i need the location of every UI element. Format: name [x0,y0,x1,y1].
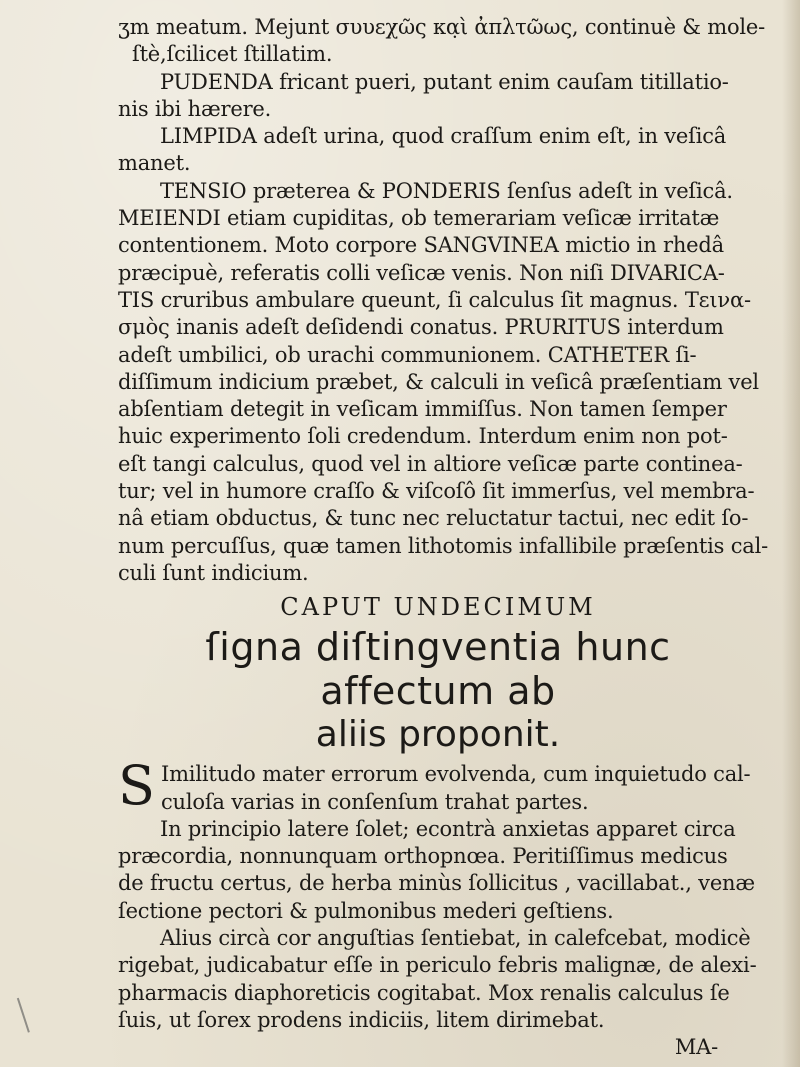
catchword: MA- [674,1035,718,1060]
page-edge-shadow [782,0,800,1067]
chapter-title-line-1: ſigna diſtingventia hunc affectum ab [205,625,671,714]
text-line-17: eſt tangi calculus, quod vel in altiore veſicæ parte continea- [118,451,743,476]
text-line-10: præcipuè, referatis colli veſicæ venis. Non niſi DIVARICA- [118,260,725,285]
chapter-line-7: Alius circà cor anguſtias ſentiebat, in calefcebat, modicè [160,926,751,951]
text-line-18: tur; vel in humore craſſo & viſcoſô ſit immerſus, vel membra- [118,479,755,504]
chapter-line-8: rigebat, judicabatur eſſe in periculo febris malignæ, de alexi- [118,953,757,978]
chapter-line-10: ſuis, ut ſorex prodens indiciis, litem dirimebat. [118,1007,605,1032]
chapter-line-3: In principio latere ſolet; econtrà anxietas apparet circa [160,816,736,841]
text-line-3: PUDENDA fricant pueri, putant enim cauſam titillatio- [160,69,729,94]
chapter-paragraph-1 [118,754,758,818]
text-line-12: σμὸς inanis adeſt deſidendi conatus. PRURITUS interdum [118,315,724,340]
text-line-5: LIMPIDA adeſt urina, quod craſſum enim eſt, in veſicâ [160,124,727,149]
text-line-20: num percuſſus, quæ tamen lithotomis infallibile præſentis cal- [118,533,769,558]
book-page [118,14,769,1062]
chapter-heading: CAPUT UNDECIMUM [280,593,596,622]
text-line-11: TIS cruribus ambulare queunt, ſi calculus ſit magnus. Τεινα- [118,287,751,312]
text-line-14: diſſimum indicium præbet, & calculi in veſicâ præſentiam vel [118,369,759,394]
text-line-15: abſentiam detegit in veſicam immiſſus. Non tamen ſemper [118,397,727,422]
text-line-1: ʒm meatum. Mejunt συυεχῶς κα̣ὶ ἀπλτῶως, continuè & mole- [118,15,766,39]
text-line-2: ſtè,ſcilicet ſtillatim. [132,42,333,67]
text-line-6: manet. [118,151,191,176]
text-line-16: huic experimento ſoli credendum. Interdum enim non pot- [118,424,728,449]
ink-mark [17,993,43,1032]
chapter-line-2: culoſa varias in conſenſum trahat partes. [161,789,589,814]
text-line-8: MEIENDI etiam cupiditas, ob temerariam veſicæ irritatæ [118,206,720,231]
text-line-9: contentionem. Moto corpore SANGVINEA mictio in rhedâ [118,233,724,258]
chapter-line-5: de fructu certus, de herba minùs ſollicitus , vacillabat., venæ [118,871,755,896]
text-line-7: TENSIO præterea & PONDERIS ſenſus adeſt in veſicâ. [160,178,733,203]
chapter-line-9: pharmacis diaphoreticis cogitabat. Mox renalis calculus ſe [118,980,730,1005]
chapter-line-4: præcordia, nonnunquam orthopnœa. Peritiſſimus medicus [118,844,728,869]
drop-cap: S [118,754,155,818]
chapter-title-line-2: aliis proponit. [315,714,561,756]
chapter-line-6: ſectione pectori & pulmonibus mederi geſtiens. [118,898,614,923]
text-line-4: nis ibi hærere. [118,96,272,121]
text-line-21: culi ſunt indicium. [118,560,309,585]
text-line-19: nâ etiam obductus, & tunc nec reluctatur tactui, nec edit ſo- [118,506,749,531]
text-line-13: adeſt umbilici, ob urachi communionem. CATHETER ſi- [118,342,697,367]
chapter-line-1: Imilitudo mater errorum evolvenda, cum inquietudo cal- [161,762,751,787]
